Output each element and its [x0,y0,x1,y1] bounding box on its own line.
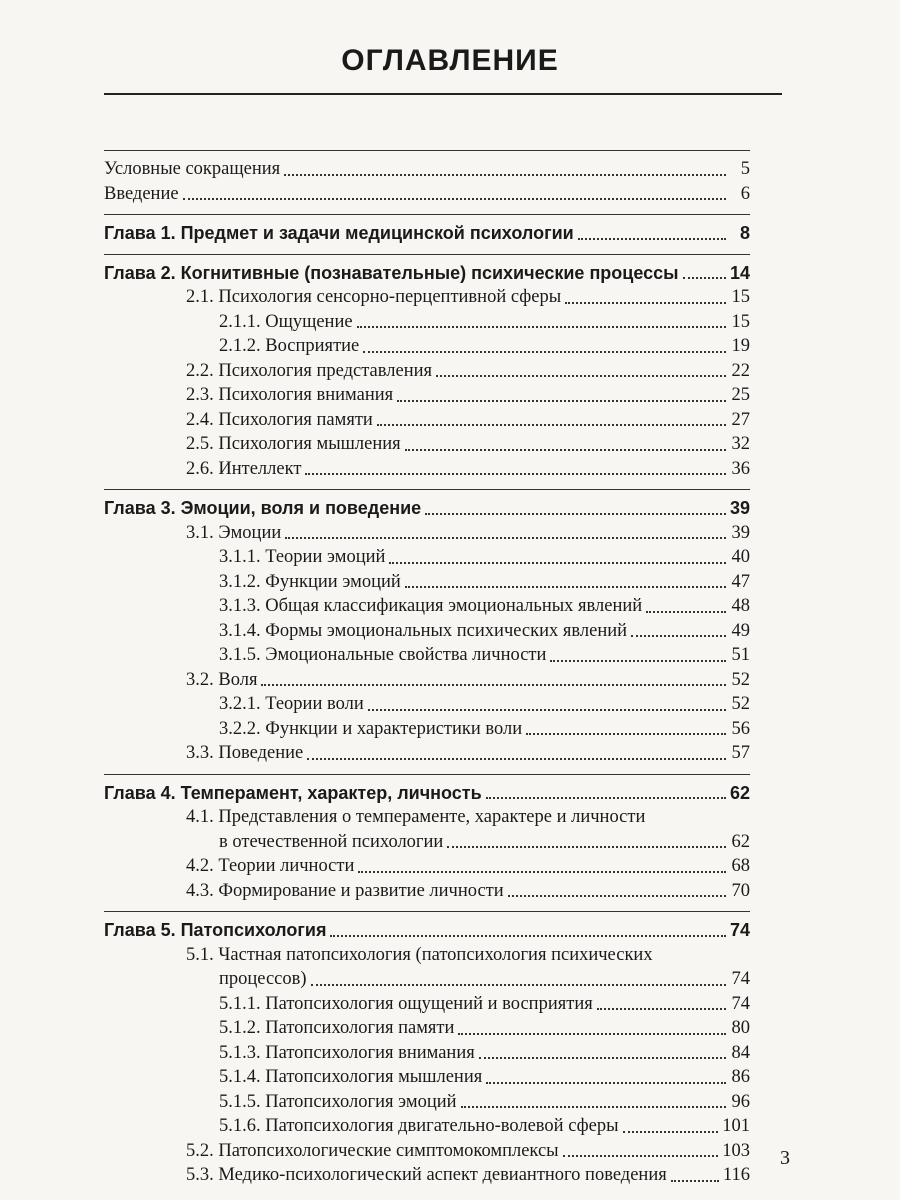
page-title: ОГЛАВЛЕНИЕ [341,44,559,77]
toc-entry [104,1041,750,1066]
dot-leader [261,683,726,686]
toc-entry-page: 57 [731,743,750,763]
toc-entry-page: 80 [731,1018,750,1038]
dot-leader [508,894,726,897]
dot-leader [377,423,726,426]
toc-entry [104,1016,750,1041]
dot-leader [458,1032,726,1035]
toc-entry [104,619,750,644]
dot-leader [671,1179,719,1182]
dot-leader [311,983,726,986]
toc-entry-page: 116 [722,1165,750,1185]
toc-entry-page: 40 [731,547,750,567]
toc-entry-label: в отечественной психологии [219,831,444,852]
toc-entry-label: 4.2. Теории личности [186,856,355,876]
toc-entry-label: 3.1.1. Теории эмоций [219,547,386,567]
dot-leader [436,374,726,377]
toc-entry-page: 47 [731,571,750,592]
toc-chapter [104,254,750,286]
toc-entry-label: 5.1.6. Патопсихология двигательно-волевой сферы [219,1116,619,1136]
toc-entry [104,805,750,830]
toc-entry [104,741,750,766]
toc-entry-label: 5.2. Патопсихологические симптомокомплексы [186,1140,559,1161]
toc-entry-page: 84 [731,1042,750,1063]
dot-leader [526,732,726,735]
toc-entry-page: 70 [731,880,750,901]
toc-entry [104,570,750,595]
toc-entry-page: 74 [731,993,750,1014]
dot-leader [597,1007,726,1010]
toc-entry-page: 62 [731,831,750,852]
toc-entry [104,830,750,855]
dot-leader [646,610,726,613]
toc-entry-label: 3.2.1. Теории воли [219,694,364,714]
toc-entry-label: Введение [104,183,179,204]
dot-leader [623,1130,719,1133]
dot-leader [405,448,726,451]
toc-entry-label: 3.2.2. Функции и характеристики воли [219,718,523,739]
dot-leader [563,1154,719,1157]
toc-entry [104,521,750,546]
toc-entry [104,967,750,992]
toc-entry [104,432,750,457]
toc-chapter [104,911,750,943]
toc-entry [104,668,750,693]
page-number: 3 [780,1147,790,1169]
toc-entry [104,643,750,668]
toc-entry [104,1065,750,1090]
toc-entry-label: Глава 4. Темперамент, характер, личность [104,782,482,803]
toc-entry-page: 14 [729,262,750,283]
dot-leader [405,585,726,588]
dot-leader [330,934,726,937]
toc-entry [104,943,750,968]
dot-leader [358,870,726,873]
toc-entry-label: 3.2. Воля [186,669,258,690]
toc-entry-label: 2.1.2. Восприятие [219,336,360,356]
toc-entry-label: 5.1. Частная патопсихология (патопсихология психических [186,944,653,965]
toc-entry [104,717,750,742]
dot-leader [368,708,726,711]
toc-entry [104,182,750,207]
dot-leader [631,634,726,637]
dot-leader [425,512,726,515]
title-divider [104,93,782,95]
toc-entry-label: 5.3. Медико-психологический аспект девиантного поведения [186,1165,667,1185]
toc-entry-label: 5.1.1. Патопсихология ощущений и восприятия [219,993,593,1014]
toc-entry-page: 52 [731,669,750,690]
toc-entry [104,383,750,408]
toc-entry [104,854,750,879]
dot-leader [486,796,726,799]
toc-entry-label: 3.1.5. Эмоциональные свойства личности [219,645,547,665]
toc-entry [104,879,750,904]
toc-entry-page: 74 [729,920,750,940]
toc-entry [104,992,750,1017]
dot-leader [461,1105,726,1108]
dot-leader [479,1056,726,1059]
toc-entry [104,1090,750,1115]
toc-entry-label: 5.1.2. Патопсихология памяти [219,1018,455,1038]
toc-entry-label: Глава 2. Когнитивные (познавательные) психические процессы [104,262,679,283]
toc-entry [104,1163,750,1188]
toc-entry [104,545,750,570]
toc-entry-page: 56 [731,718,750,739]
dot-leader [183,197,726,200]
toc-entry [104,150,750,182]
toc-entry-page: 32 [731,434,750,454]
dot-leader [578,237,726,240]
dot-leader [285,536,726,539]
toc-entry-page: 19 [731,336,750,356]
toc-entry-page: 5 [740,159,750,179]
toc-entry-label: 3.1. Эмоции [186,522,282,543]
toc-entry-page: 52 [731,694,750,714]
toc-entry [104,594,750,619]
dot-leader [683,276,726,279]
toc-entry [104,334,750,359]
toc-entry-page: 86 [731,1067,750,1087]
toc-entry-page: 15 [731,311,750,332]
toc-entry-label: Глава 1. Предмет и задачи медицинской психологии [104,223,574,243]
toc-entry-page: 48 [731,596,750,616]
toc-entry-page: 96 [731,1091,750,1112]
toc-entry-label: 4.3. Формирование и развитие личности [186,880,504,901]
toc-entry-page: 49 [731,620,750,641]
toc-entry-label: 5.1.5. Патопсихология эмоций [219,1091,457,1112]
toc-entry [104,692,750,717]
dot-leader [550,659,726,662]
toc-entry-label: 5.1.3. Патопсихология внимания [219,1042,475,1063]
toc-chapter [104,489,750,521]
dot-leader [307,757,726,760]
toc-entry-page: 74 [731,969,750,989]
toc-entry-page: 103 [722,1140,750,1161]
toc-entry-page: 27 [731,409,750,430]
toc-entry-page: 15 [731,287,750,307]
toc-entry-label: 3.3. Поведение [186,743,304,763]
toc-entry-label: Глава 3. Эмоции, воля и поведение [104,498,422,518]
toc-entry-label: Глава 5. Патопсихология [104,920,327,940]
toc-entry-label: 2.1. Психология сенсорно-перцептивной сферы [186,287,562,307]
toc-entry-page: 22 [731,360,750,381]
dot-leader [389,561,726,564]
toc-entry [104,285,750,310]
dot-leader [486,1081,726,1084]
toc-entry-page: 36 [731,458,750,479]
toc-entry-label: 3.1.3. Общая классификация эмоциональных явлений [219,596,643,616]
toc-entry-label: процессов) [219,969,307,989]
toc-entry-page: 39 [731,522,750,543]
dot-leader [363,350,726,353]
toc-entry [104,1114,750,1139]
toc-chapter [104,774,750,806]
dot-leader [357,325,726,328]
toc-entry-label: 2.4. Психология памяти [186,409,373,430]
dot-leader [305,472,726,475]
toc-entry-label: 2.6. Интеллект [186,458,302,479]
table-of-contents [104,150,750,1188]
toc-entry [104,1139,750,1164]
toc-entry-label: 4.1. Представления о темпераменте, характере и личности [186,807,646,827]
toc-entry [104,408,750,433]
toc-entry [104,457,750,482]
toc-entry [104,359,750,384]
toc-entry-page: 62 [729,782,750,803]
toc-entry-page: 68 [731,856,750,876]
dot-leader [284,173,726,176]
toc-entry-label: 2.3. Психология внимания [186,385,394,405]
toc-entry-label: 5.1.4. Патопсихология мышления [219,1067,483,1087]
toc-entry-label: 2.1.1. Ощущение [219,311,353,332]
toc-entry-page: 25 [731,385,750,405]
dot-leader [397,399,726,402]
toc-entry-page: 8 [739,223,750,243]
toc-entry-label: 2.2. Психология представления [186,360,433,381]
dot-leader [565,301,726,304]
toc-entry-label: Условные сокращения [104,159,281,179]
toc-entry-page: 101 [722,1116,750,1136]
toc-entry-page: 51 [731,645,750,665]
toc-entry [104,310,750,335]
toc-entry-label: 3.1.2. Функции эмоций [219,571,401,592]
toc-entry-label: 3.1.4. Формы эмоциональных психических явлений [219,620,628,641]
toc-entry-page: 6 [740,183,750,204]
dot-leader [447,845,726,848]
toc-entry-label: 2.5. Психология мышления [186,434,401,454]
toc-chapter [104,214,750,246]
toc-entry-page: 39 [729,498,750,518]
